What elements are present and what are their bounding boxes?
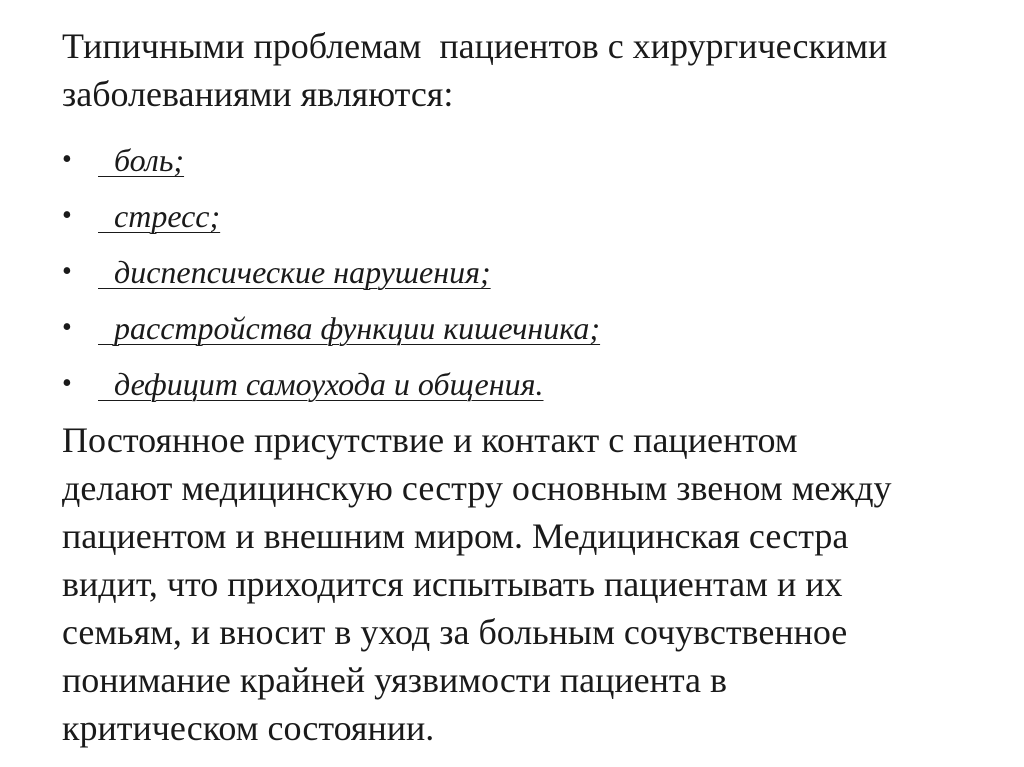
outro-line: критическом состоянии. <box>62 708 435 748</box>
outro-line: видит, что приходится испытывать пациентам и их <box>62 564 843 604</box>
intro-line: Типичными проблемам пациентов с хирургическими <box>62 26 888 66</box>
bullet-icon: • <box>62 312 72 343</box>
outro-paragraph <box>62 416 1002 752</box>
list-item-text: расстройства функции кишечника; <box>98 309 601 346</box>
outro-line: понимание крайней уязвимости пациента в <box>62 660 728 700</box>
bullet-icon: • <box>62 256 72 287</box>
list-item-text: диспепсические нарушения; <box>98 253 491 290</box>
intro-line: заболеваниями являются: <box>62 74 454 114</box>
list-item <box>62 188 600 244</box>
bullet-icon: • <box>62 368 72 399</box>
list-item <box>62 132 600 188</box>
list-item <box>62 244 600 300</box>
problem-list <box>62 132 600 412</box>
bullet-icon: • <box>62 144 72 175</box>
list-item-text: боль; <box>98 141 185 178</box>
list-item-text: дефицит самоухода и общения. <box>98 365 544 402</box>
intro-paragraph <box>62 22 1002 118</box>
list-item-text: стресс; <box>98 197 221 234</box>
bullet-icon: • <box>62 200 72 231</box>
outro-line: делают медицинскую сестру основным звеном между <box>62 468 892 508</box>
outro-line: пациентом и внешним миром. Медицинская сестра <box>62 516 849 556</box>
outro-line: семьям, и вносит в уход за больным сочувственное <box>62 612 848 652</box>
list-item <box>62 356 600 412</box>
list-item <box>62 300 600 356</box>
outro-line: Постоянное присутствие и контакт с пациентом <box>62 420 798 460</box>
